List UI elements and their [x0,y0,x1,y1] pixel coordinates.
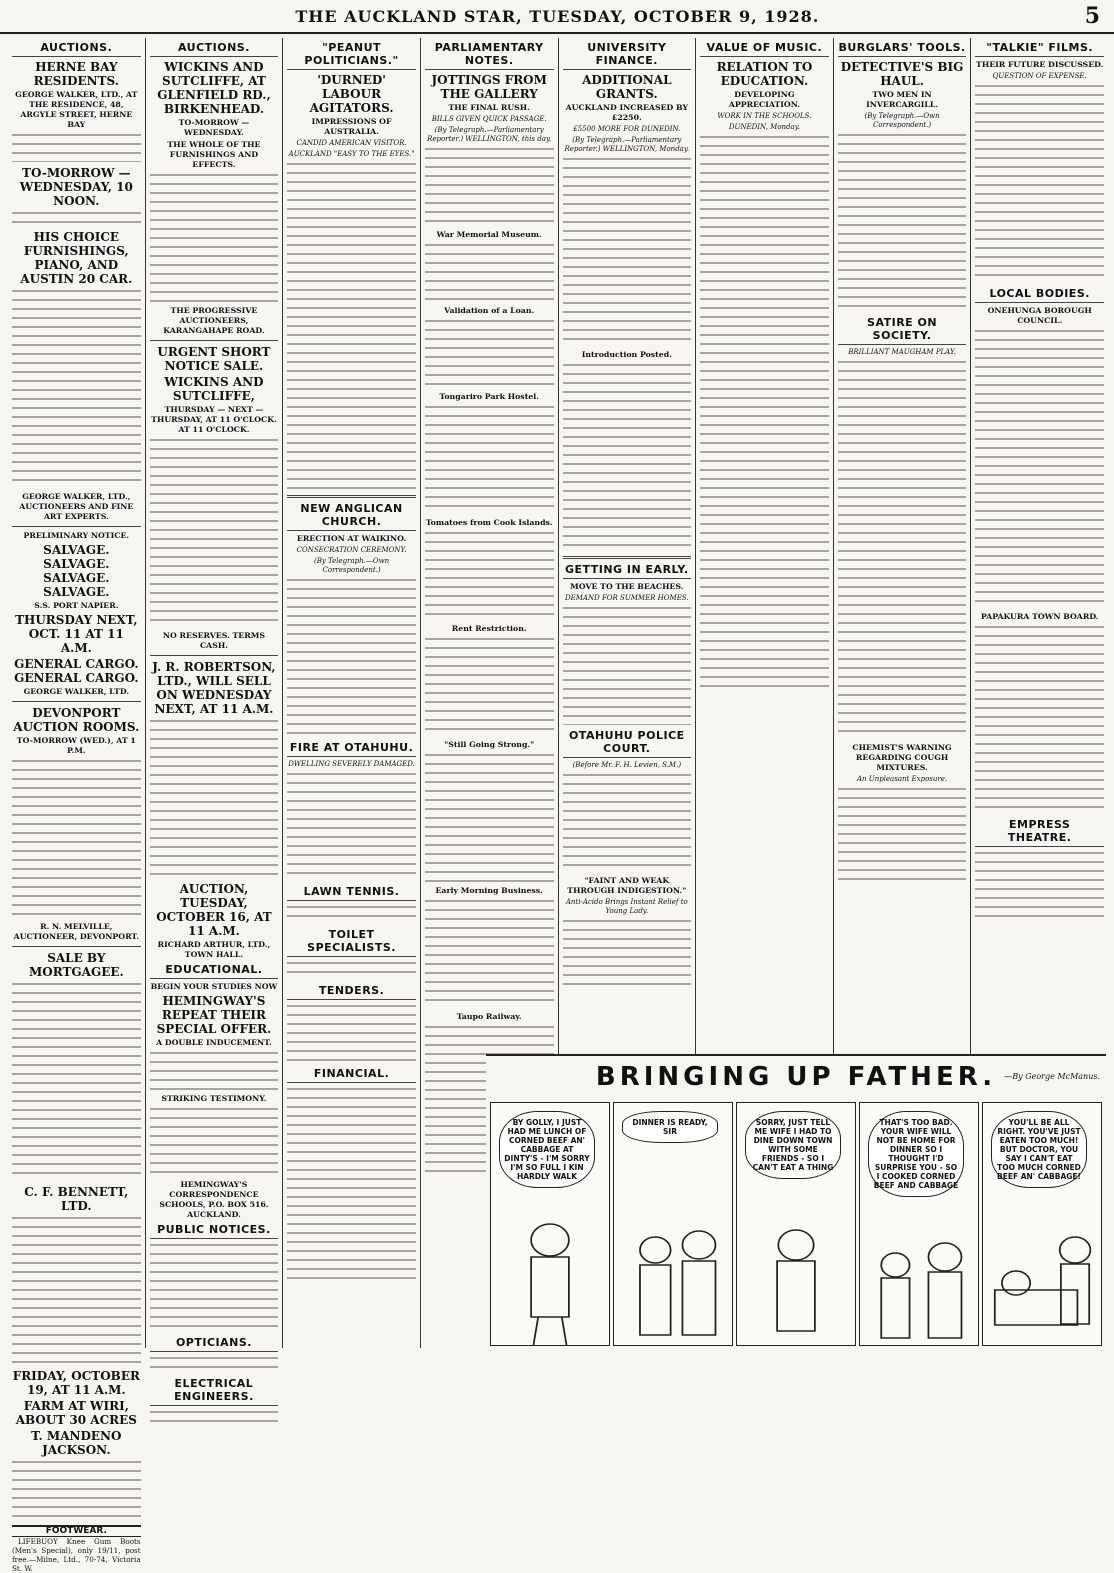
text-block [150,1409,279,1427]
auction-item: GEORGE WALKER, LTD., AUCTIONEERS AND FINE ART EXPERTS. [19,492,134,521]
tennis-heading: LAWN TENNIS. [287,885,416,901]
article-byline: (By Telegraph.—Parliamentary Reporter.) WELLINGTON, this day. [427,126,552,143]
article-heading: "PEANUT POLITICIANS." [287,41,416,70]
text-block [425,898,554,1008]
text-block [12,981,141,1181]
speech-bubble: BY GOLLY, I JUST HAD ME LUNCH OF CORNED BEEF AN' CABBAGE AT DINTY'S - I'M SORRY I'M SO FULL I KIN HARDLY WALK [499,1111,595,1188]
text-block [12,210,141,226]
text-block [150,1242,279,1332]
section-head: Validation of a Loan. [444,306,535,315]
article-kicker: DEVELOPING APPRECIATION. [728,90,801,109]
auction-item: RICHARD ARTHUR, LTD., TOWN HALL. [157,940,271,959]
section-head: Introduction Posted. [581,350,672,359]
text-block [287,1086,416,1286]
text-block [425,242,554,302]
auction-item: TO-MORROW (WED.), AT 1 P.M. [16,736,136,755]
financial-heading: FINANCIAL. [287,1067,416,1083]
fire-sub: DWELLING SEVERELY DAMAGED. [288,760,415,768]
auction-item: THURSDAY — NEXT — THURSDAY, AT 11 O'CLOCK. AT 11 O'CLOCK. [151,405,277,434]
electrical-heading: ELECTRICAL ENGINEERS. [150,1377,279,1406]
article-heading: BURGLARS' TOOLS. [838,41,967,57]
figure-illustration [614,1195,732,1345]
speech-bubble: THAT'S TOO BAD. YOUR WIFE WILL NOT BE HOME FOR DINNER SO I THOUGHT I'D SURPRISE YOU - SO I COOKED CORNED BEEF AND CABBAGE [868,1111,964,1197]
auction-item: S.S. PORT NAPIER. [34,601,119,610]
comic-panels [490,1102,1102,1346]
article-heading: VALUE OF MUSIC. [700,41,829,57]
public-notices-heading: PUBLIC NOTICES. [150,1223,279,1239]
article-byline: (By Telegraph.—Parliamentary Reporter.) WELLINGTON, Monday. [564,136,690,153]
local-sub: ONEHUNGA BOROUGH COUNCIL. [987,306,1092,325]
article-byline: (By Telegraph.—Own Correspondent.) [864,112,940,129]
text-block [563,156,692,346]
article-kicker: THE FINAL RUSH. [448,103,530,112]
text-block [563,918,692,988]
text-block [287,960,416,980]
article-kicker: AUCKLAND INCREASED BY £2250. [565,103,689,122]
tenders-heading: TENDERS. [287,984,416,1000]
auction-item: WICKINS AND SUTCLIFFE, AT GLENFIELD RD., BIRKENHEAD. [157,60,271,116]
anglican-kicker: CONSECRATION CEREMONY. [296,546,407,554]
article-subhead: DETECTIVE'S BIG HAUL. [840,60,964,88]
text-block [975,850,1104,920]
text-block [838,786,967,886]
section-head: Tomatoes from Cook Islands. [425,518,553,527]
article-line: WORK IN THE SCHOOLS. [717,112,812,120]
section-head: Taupo Railway. [456,1012,522,1021]
auction-item: HERNE BAY RESIDENTS. [33,60,119,88]
text-block [425,318,554,388]
auction-item: WICKINS AND SUTCLIFFE, [164,375,264,403]
text-block [425,752,554,882]
auction-item: HIS CHOICE FURNISHINGS, PIANO, AND AUSTIN 20 CAR. [20,230,133,286]
auction-item: J. R. ROBERTSON, LTD., WILL SELL ON WEDNESDAY NEXT, AT 11 A.M. [152,660,276,716]
auction-item: R. N. MELVILLE, AUCTIONEER, DEVONPORT. [13,922,139,941]
satire-heading: SATIRE ON SOCIETY. [838,316,967,345]
auction-item: TO-MORROW — WEDNESDAY, 10 NOON. [19,166,133,208]
edu-item: STRIKING TESTIMONY. [161,1094,267,1103]
comic-panel [859,1102,979,1346]
dateline: THE AUCKLAND STAR, TUESDAY, OCTOBER 9, 1928. [295,6,820,26]
comic-panel [613,1102,733,1346]
column-peanut-politicians [283,38,421,1348]
papakura-heading: PAPAKURA TOWN BOARD. [980,612,1099,621]
auction-item: URGENT SHORT NOTICE SALE. [157,345,271,373]
text-block [150,172,279,302]
section-head: Tongariro Park Hostel. [439,392,539,401]
article-heading: "TALKIE" FILMS. [975,41,1104,57]
empress-heading: EMPRESS THEATRE. [975,818,1104,847]
ad-heading: "FAINT AND WEAK THROUGH INDIGESTION." [567,876,687,895]
column-auctions-2 [146,38,284,1403]
text-block [150,1106,279,1176]
auction-item: DEVONPORT AUCTION ROOMS. [13,706,140,734]
auction-item: C. F. BENNETT, LTD. [24,1185,129,1213]
text-block [12,1459,141,1519]
text-block [563,772,692,872]
article-subhead: JOTTINGS FROM THE GALLERY [431,73,547,101]
auction-item: THE PROGRESSIVE AUCTIONEERS, KARANGAHAPE ROAD. [163,306,265,335]
anglican-sub: ERECTION AT WAIKINO. [296,534,407,543]
article-line: AUCKLAND "EASY TO THE EYES." [288,150,415,158]
anglican-heading: NEW ANGLICAN CHURCH. [287,502,416,531]
chemist-heading: CHEMIST'S WARNING REGARDING COUGH MIXTURES. [852,743,952,772]
article-subhead: ADDITIONAL GRANTS. [582,73,672,101]
figure-illustration [860,1195,978,1345]
footwear-ad: LIFEBUOY Knee Gum Boots (Men's Special), only 19/11, post free.—Milne, Ltd., 70-74, Victoria St. W. [12,1537,141,1573]
early-heading: GETTING IN EARLY. [563,563,692,579]
satire-sub: BRILLIANT MAUGHAM PLAY. [848,348,956,356]
auctions-heading: AUCTIONS. [12,41,141,57]
educational-heading: EDUCATIONAL. [150,963,279,979]
figure-illustration [491,1195,609,1345]
court-heading: OTAHUHU POLICE COURT. [563,729,692,758]
article-subhead: 'DURNED' LABOUR AGITATORS. [309,73,394,115]
article-byline: DUNEDIN, Monday. [728,123,800,131]
article-line: £5500 MORE FOR DUNEDIN. [573,125,681,133]
edu-item: A DOUBLE INDUCEMENT. [156,1038,272,1047]
article-subhead: THEIR FUTURE DISCUSSED. [976,60,1104,69]
article-heading: PARLIAMENTARY NOTES. [425,41,554,70]
section-head: "Still Going Strong." [444,740,535,749]
fire-heading: FIRE AT OTAHUHU. [287,741,416,757]
comic-title: BRINGING UP FATHER. [595,1062,997,1092]
text-block [563,362,692,552]
article-subhead: RELATION TO EDUCATION. [716,60,813,88]
comic-strip [486,1054,1106,1352]
section-head: War Memorial Museum. [436,230,542,239]
figure-illustration [737,1195,855,1345]
text-block [287,771,416,881]
text-block [287,577,416,737]
article-kicker: TWO MEN IN INVERCARGILL. [866,90,939,109]
text-block [975,83,1104,283]
ad-sub: Anti-Acido Brings Instant Relief to Young Lady. [565,898,688,915]
text-block [425,636,554,736]
figure-illustration [983,1195,1101,1345]
text-block [12,1215,141,1365]
auctions-heading-2: AUCTIONS. [150,41,279,57]
text-block [150,718,279,878]
speech-bubble: YOU'LL BE ALL RIGHT. YOU'VE JUST EATEN TOO MUCH! BUT DOCTOR, YOU SAY I CAN'T EAT TOO MUCH CORNED BEEF AN' CABBAGE! [991,1111,1087,1188]
text-block [425,404,554,514]
text-block [287,904,416,924]
text-block [975,624,1104,814]
court-byline: (Before Mr. F. H. Levien, S.M.) [572,761,682,769]
text-block [975,328,1104,608]
text-block [700,134,829,694]
article-line: CANDID AMERICAN VISITOR. [296,139,407,147]
early-kicker: DEMAND FOR SUMMER HOMES. [565,594,689,602]
article-kicker: IMPRESSIONS OF AUSTRALIA. [311,117,392,136]
toilet-heading: TOILET SPECIALISTS. [287,928,416,957]
column-auctions [8,38,146,1573]
text-block [12,132,141,162]
chemist-sub: An Unpleasant Exposure. [857,775,948,783]
auction-item: TO-MORROW — WEDNESDAY. [178,118,250,137]
comic-panel [982,1102,1102,1346]
auction-item: GEORGE WALKER, LTD. [23,687,130,696]
early-sub: MOVE TO THE BEACHES. [570,582,684,591]
text-block [150,1050,279,1090]
auction-item: THURSDAY NEXT, OCT. 11 AT 11 A.M. [15,613,138,655]
text-block [838,132,967,312]
opticians-heading: OPTICIANS. [150,1336,279,1352]
comic-credit: —By George McManus. [1004,1072,1100,1081]
edu-item: BEGIN YOUR STUDIES NOW [150,982,278,991]
text-block [425,530,554,620]
page-number: 5 [1084,3,1100,29]
auction-item: THE WHOLE OF THE FURNISHINGS AND EFFECTS. [167,140,261,169]
auction-item: FRIDAY, OCTOBER 19, AT 11 A.M. [12,1369,140,1397]
comic-panel [736,1102,856,1346]
edu-item: HEMINGWAY'S CORRESPONDENCE SCHOOLS, P.O. BOX 516. AUCKLAND. [159,1180,269,1219]
local-heading: LOCAL BODIES. [975,287,1104,303]
speech-bubble: SORRY, JUST TELL ME WIFE I HAD TO DINE DOWN TOWN WITH SOME FRIENDS - SO I CAN'T EAT A THING [745,1111,841,1179]
auction-item: T. MANDENO JACKSON. [31,1429,122,1457]
auction-item: PRELIMINARY NOTICE. [23,531,130,540]
section-head: Rent Restriction. [451,624,527,633]
text-block [838,359,967,739]
text-block [12,758,141,918]
footwear-heading: FOOTWEAR. [12,1525,141,1537]
text-block [150,437,279,627]
masthead [0,0,1114,34]
speech-bubble: DINNER IS READY, SIR [622,1111,718,1143]
auction-item: GEORGE WALKER, LTD., AT THE RESIDENCE, 48, ARGYLE STREET, HERNE BAY [15,90,138,129]
text-block [287,1003,416,1063]
edu-item: HEMINGWAY'S REPEAT THEIR SPECIAL OFFER. [156,994,272,1036]
auction-item: GENERAL CARGO. GENERAL CARGO. [14,657,139,685]
auction-item: NO RESERVES. TERMS CASH. [162,631,265,650]
section-head: Early Morning Business. [435,886,543,895]
auction-item: FARM AT WIRI, ABOUT 30 ACRES [15,1399,137,1427]
anglican-byline: (By Telegraph.—Own Correspondent.) [313,557,390,574]
text-block [563,605,692,725]
auction-item: SALE BY MORTGAGEE. [28,951,124,979]
text-block [150,1355,279,1373]
text-block [12,288,141,488]
article-line: BILLS GIVEN QUICK PASSAGE. [431,115,547,123]
comic-panel [490,1102,610,1346]
article-kicker: QUESTION OF EXPENSE. [992,72,1087,80]
text-block [287,161,416,491]
article-heading: UNIVERSITY FINANCE. [563,41,692,70]
text-block [425,146,554,226]
auction-item: AUCTION, TUESDAY, OCTOBER 16, AT 11 A.M. [156,882,272,938]
auction-item: SALVAGE. SALVAGE. SALVAGE. SALVAGE. [43,543,110,599]
